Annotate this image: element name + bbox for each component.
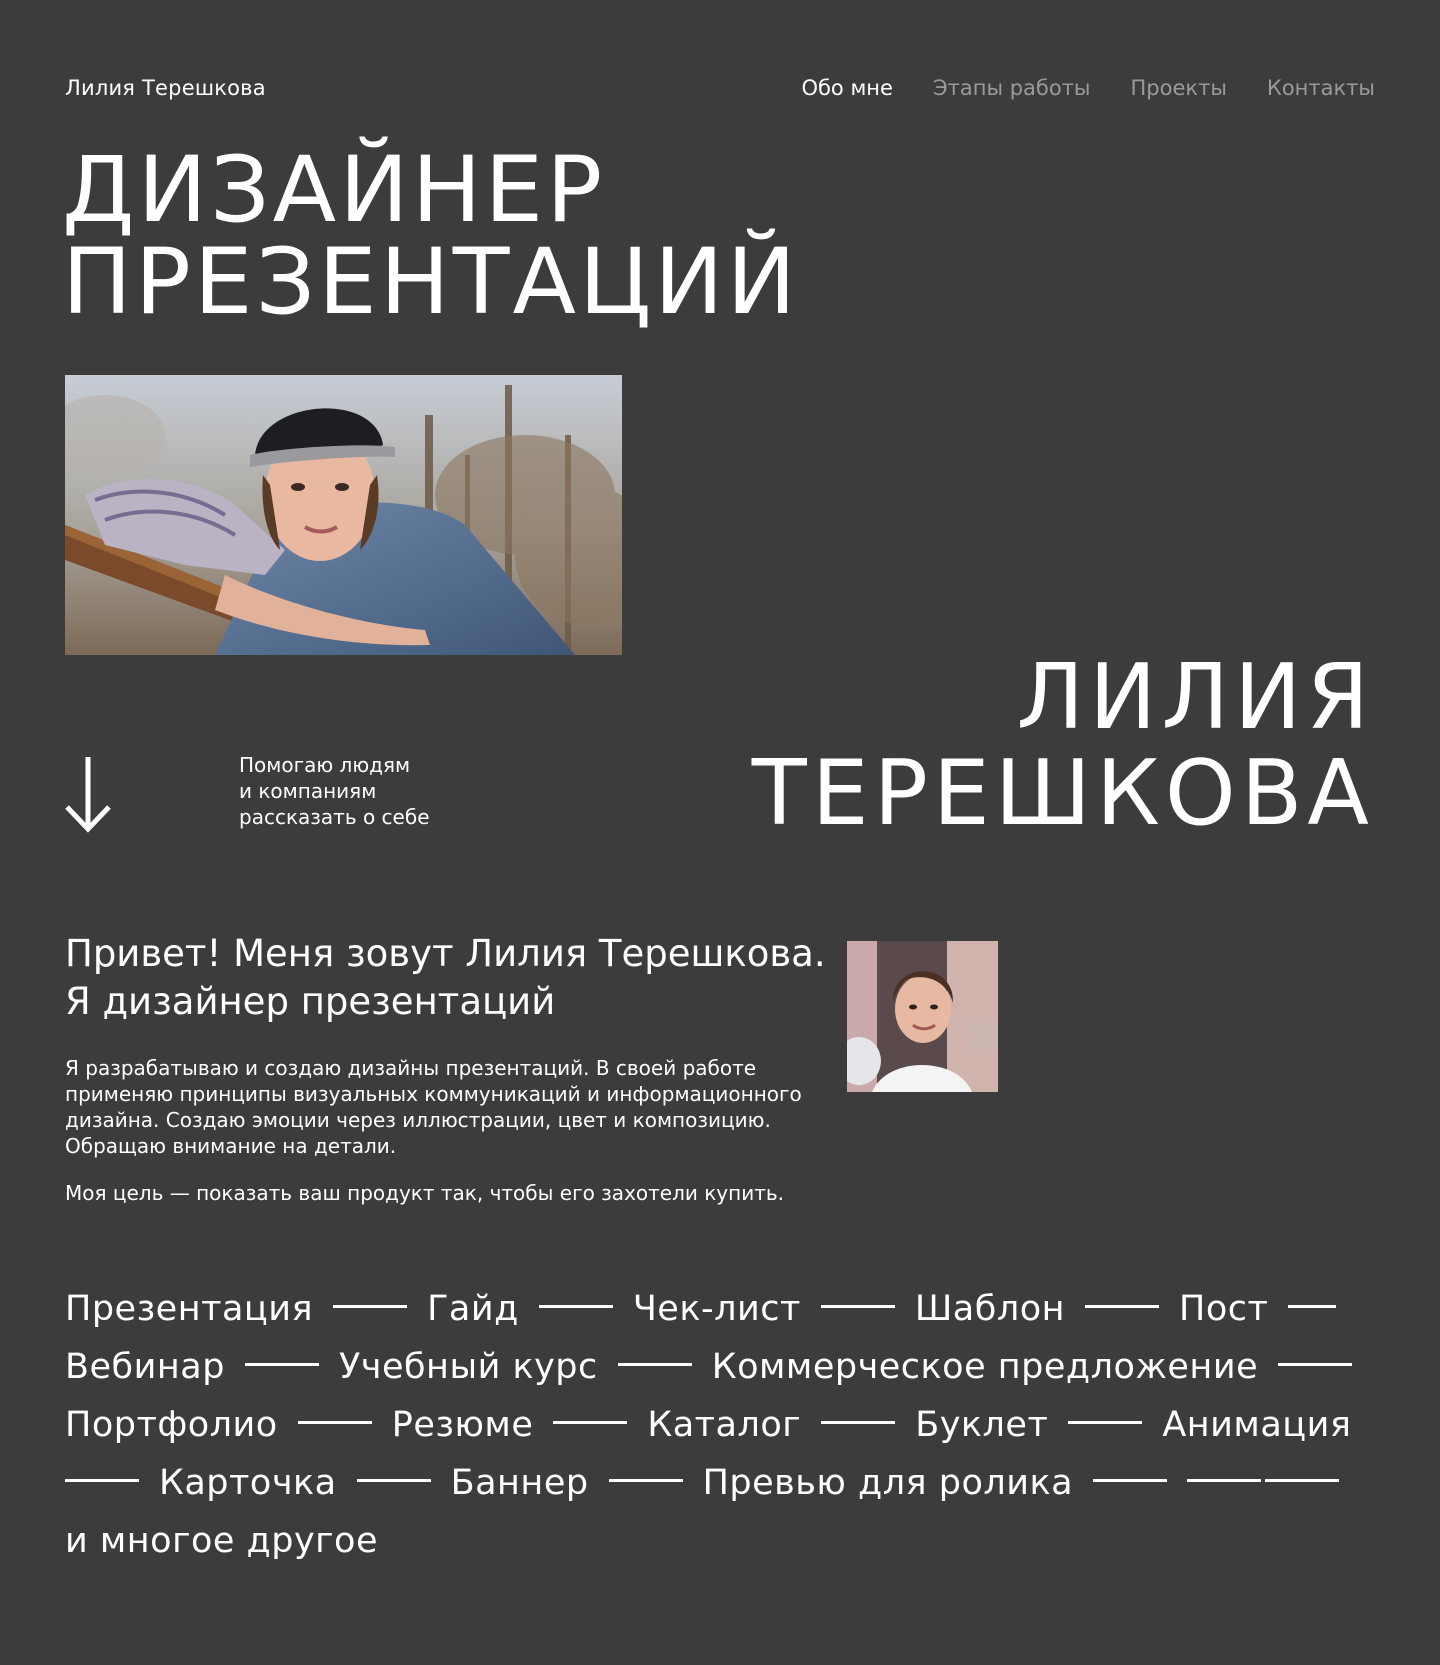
hero-name-line2: ТЕРЕШКОВА xyxy=(751,741,1374,846)
service-item: Презентация xyxy=(65,1289,314,1329)
portrait-photo xyxy=(847,941,998,1092)
main-nav xyxy=(801,76,1375,100)
dash-divider xyxy=(618,1363,692,1366)
service-item: Резюме xyxy=(391,1405,534,1445)
dash-divider xyxy=(821,1305,895,1308)
dash-divider xyxy=(1187,1479,1261,1482)
services-row xyxy=(65,1338,1385,1396)
dash-divider xyxy=(1288,1305,1336,1308)
arrow-down-icon[interactable] xyxy=(64,755,114,835)
dash-divider xyxy=(553,1421,627,1424)
hero-name xyxy=(751,645,1374,846)
about-heading xyxy=(65,930,826,1026)
hero-title xyxy=(62,138,800,335)
dash-divider xyxy=(1093,1479,1167,1482)
service-item: Буклет xyxy=(915,1405,1049,1445)
about-heading-line2: Я дизайнер презентаций xyxy=(65,980,556,1023)
hero-photo xyxy=(65,375,622,655)
brand-name[interactable]: Лилия Терешкова xyxy=(65,76,266,100)
tagline-line1: Помогаю людям xyxy=(239,753,411,777)
services-list xyxy=(65,1280,1385,1570)
hero-title-line2: ПРЕЗЕНТАЦИЙ xyxy=(62,230,800,335)
about-heading-line1: Привет! Меня зовут Лилия Терешкова. xyxy=(65,932,826,975)
dash-divider xyxy=(609,1479,683,1482)
nav-about[interactable]: Обо мне xyxy=(801,76,893,100)
service-item: Пост xyxy=(1179,1289,1269,1329)
service-item: Портфолио xyxy=(65,1405,278,1445)
nav-projects[interactable]: Проекты xyxy=(1130,76,1227,100)
services-row xyxy=(65,1396,1385,1454)
service-item: Гайд xyxy=(427,1289,519,1329)
dash-divider xyxy=(1085,1305,1159,1308)
service-item: Чек-лист xyxy=(632,1289,801,1329)
services-row xyxy=(65,1280,1385,1338)
service-item: Учебный курс xyxy=(338,1347,598,1387)
services-row xyxy=(65,1512,1385,1570)
nav-contacts[interactable]: Контакты xyxy=(1266,76,1375,100)
service-item: Баннер xyxy=(450,1463,589,1503)
dash-divider xyxy=(357,1479,431,1482)
dash-divider xyxy=(1068,1421,1142,1424)
dash-divider xyxy=(298,1421,372,1424)
dash-divider xyxy=(245,1363,319,1366)
service-item: Превью для ролика xyxy=(702,1463,1074,1503)
services-tail: и многое другое xyxy=(65,1521,378,1561)
dash-divider xyxy=(333,1305,407,1308)
tagline-line3: рассказать о себе xyxy=(239,805,430,829)
service-item: Анимация xyxy=(1162,1405,1352,1445)
hero-name-line1: ЛИЛИЯ xyxy=(1016,645,1374,750)
dash-divider xyxy=(821,1421,895,1424)
services-row xyxy=(65,1454,1385,1512)
service-item: Коммерческое предложение xyxy=(711,1347,1259,1387)
service-item: Каталог xyxy=(647,1405,802,1445)
dash-divider xyxy=(539,1305,613,1308)
dash-divider xyxy=(1278,1363,1352,1366)
about-goal: Моя цель — показать ваш продукт так, чтобы его захотели купить. xyxy=(65,1181,785,1205)
hero-title-line1: ДИЗАЙНЕР xyxy=(62,138,606,243)
service-item: Шаблон xyxy=(914,1289,1065,1329)
service-item: Карточка xyxy=(159,1463,337,1503)
dash-divider xyxy=(65,1479,139,1482)
tagline-line2: и компаниям xyxy=(239,779,377,803)
nav-stages[interactable]: Этапы работы xyxy=(932,76,1091,100)
service-item: Вебинар xyxy=(65,1347,225,1387)
hero-tagline xyxy=(239,752,430,830)
dash-divider xyxy=(1265,1479,1339,1482)
about-description: Я разрабатываю и создаю дизайны презентаций. В своей работе применяю принципы визуальных коммуникаций и информационного дизайна. Создаю эмоции через иллюстрации, цвет и композицию. Обращаю внимание на детали. xyxy=(65,1056,802,1158)
